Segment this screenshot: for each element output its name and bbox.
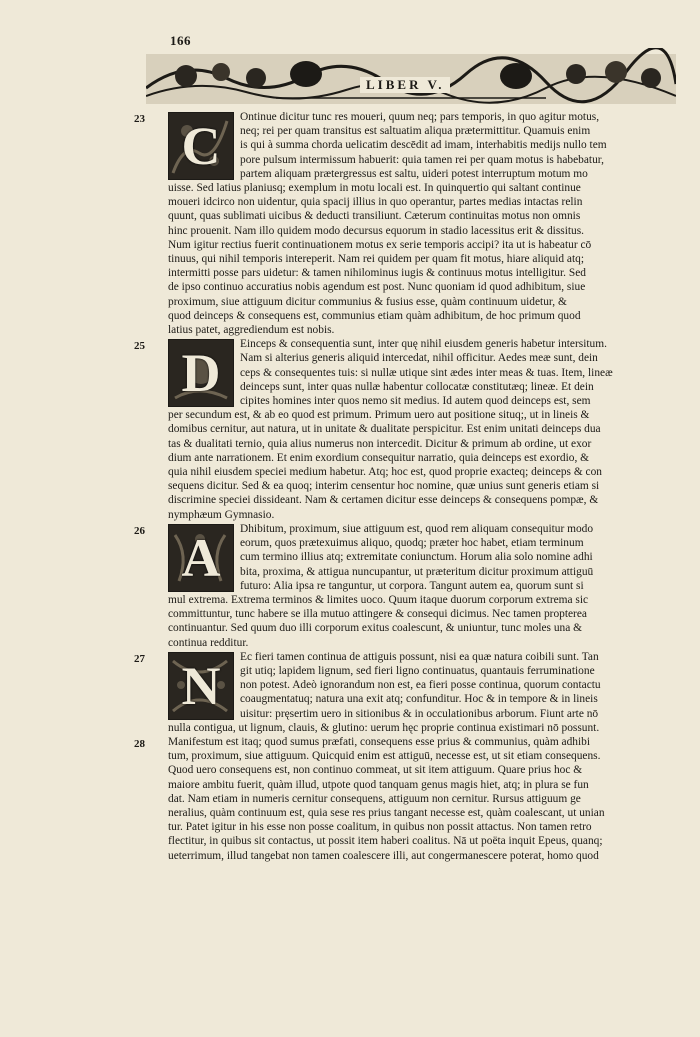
text-line: Ec fieri tamen continua de attiguis possunt, nisi ea quæ natura coibili sunt. Tan: [240, 650, 599, 663]
text-line: tum, proximum, siue attiguum. Quicquid enim est attiguū, necesse est, ut sit etiam consequens.: [168, 750, 601, 763]
text-line: futuro: Alia ipsa re tanguntur, ut corpora. Tangunt autem ea, quorum sunt si: [240, 579, 584, 592]
text-line: intermitti posse pars uidetur: & tamen nihilominus iugis & continuus motus intelligitur. Sed: [168, 267, 586, 280]
text-line: Manifestum est itaq; quod sumus præfati, consequens esse prius & communius, quàm adhibi: [168, 735, 591, 748]
text-line: committuntur, tunc habere se illa mutuo attingere & consequi dicimus. Nec tamen propterea: [168, 608, 587, 621]
initial-letter: A: [181, 527, 221, 588]
text-line: deinceps sunt, inter quas nullæ habentur collocatæ constitutæq; lineæ. Et dein: [240, 380, 594, 393]
initial-letter: D: [181, 343, 221, 404]
section-25: [134, 337, 664, 522]
text-line: tinuus, qui nihil temporis intereperit. Nam rei quidem per quam fit motus, hiare aliquid atq;: [168, 253, 584, 266]
decorated-initial-d: [168, 339, 234, 407]
decorated-initial-n: [168, 652, 234, 720]
text-line: nymphæum Gymnasio.: [168, 508, 275, 521]
text-line: de ipso continuo accuratius nobis agendum est post. Nunc quoniam id quod adhibitum, siue: [168, 281, 586, 294]
section-28: [134, 735, 664, 863]
text-line: mul extrema. Extrema terminos & limites uoco. Quum itaque duorum corporum extrema sic: [168, 593, 589, 606]
section-27: [134, 650, 664, 735]
text-line: partem aliquam prætergressus est saltu, uideri potest interruptum motum mo: [240, 167, 588, 180]
text-line: eorum, quos prætexuimus aliquo, quodq; præter hoc habet, etiam terminum: [240, 537, 584, 550]
text-line: cipites homines inter quos nemo sit medius. Id autem quod deinceps est, sem: [240, 395, 591, 408]
section-number: 23: [134, 113, 145, 125]
decorated-initial-a: [168, 524, 234, 592]
text-line: domibus cernitur, aut natura, ut in unitate & dualitate perspicitur. Est enim unitati deinceps dua: [168, 423, 601, 436]
paragraph: [168, 650, 664, 735]
text-line: bita, proxima, & attigua nuncupantur, ut præteritum dicitur proximum attiguū: [240, 565, 594, 578]
text-line: Dhibitum, proximum, siue attiguum est, quod rem aliquam consequitur modo: [240, 522, 594, 535]
paragraph: [168, 337, 664, 522]
section-number: 28: [134, 737, 145, 750]
text-line: Quod uero consequens est, non continuo commeat, ut sit item attiguum. Quare prius hoc &: [168, 764, 583, 777]
section-26: [134, 522, 664, 650]
text-line: quunt, quas sublimati uicibus & deducti transiliunt. Cæterum continuitas motus non omnis: [168, 210, 581, 223]
text-line: discrimine speciei dissideant. Nam & certamen dicitur esse deinceps & consequens pompæ, &: [168, 494, 599, 507]
text-line: uisitur: pręsertim uero in sitionibus & in occulationibus arborum. Fiunt arte nō: [240, 707, 599, 720]
text-line: Nam si alterius generis aliquid intercedat, nihil officitur. Aedes meæ sunt, dein: [240, 352, 598, 365]
text-line: pore pulsum intermissum habuerit: quia tamen rei per quam motus is habebatur,: [240, 153, 604, 166]
text-line: quod deinceps & consequens est, communius etiam quàm adhibitum, de hoc primum quod: [168, 309, 581, 322]
text-line: neralius, quàm continuum est, quia sese res prius tangant necesse est, quàm coalescant, ut unian: [168, 806, 605, 819]
text-line: quia nihil eiusdem speciei medium habetur. Atq; hoc est, quod proprie exacteq; deinceps & con: [168, 466, 602, 479]
paragraph: [168, 735, 664, 863]
page-number: 166: [170, 33, 191, 48]
text-line: maiore ambitu fuerit, quàm illud, utpote quod tanquam genus magis hiet, atq; in plura se fun: [168, 778, 589, 791]
text-line: ceps & consequentes tuis: si nullæ utique sint ædes inter meas & tuas. Item, lineæ: [240, 366, 613, 379]
decorated-initial-c: [168, 112, 234, 180]
paragraph: [168, 110, 664, 337]
section-23: [134, 110, 664, 337]
text-line: Ontinue dicitur tunc res moueri, quum neq; pars temporis, in quo agitur motus,: [240, 111, 600, 123]
text-line: dium ante narrationem. Et enim exordium consequitur narratio, quia deinceps est exordio, &: [168, 451, 590, 464]
text-line: moueri idcirco non uidentur, quia spacij illius in quo operantur, partes medias intactas relin: [168, 196, 583, 209]
text-line: ueterrimum, illud tangebat non tamen coalescere illi, aut congermanescere poterat, homo quod: [168, 849, 599, 862]
text-line: is qui à summa chorda uelicatim descēdit ad imam, interhabitis medijs nullo tem: [240, 139, 607, 152]
text-line: Einceps & consequentia sunt, inter quę nihil eiusdem generis habetur intersitum.: [240, 338, 607, 351]
text-line: latius patet, aggrediendum est nobis.: [168, 324, 335, 337]
text-line: flectitur, in quibus sit contactus, ut possit item haberi coalitus. Nā ut poëta inquit Epeus, quanq;: [168, 835, 603, 848]
body-text: [134, 110, 664, 863]
running-head: LIBER V.: [360, 77, 450, 93]
paragraph: [168, 522, 664, 650]
text-line: nulla contigua, ut lignum, clauis, & glutino: uerum hęc proprie continua existimari nō possunt.: [168, 721, 600, 734]
text-line: sequens dicitur. Sed & ea quoq; interim censentur hoc nomine, quæ unius sunt generis etiam si: [168, 480, 600, 493]
text-line: Num igitur rectius fuerit continuationem motus ex serie temporis accipi? ita ut is habeatur cō: [168, 238, 592, 251]
text-line: non potest. Adeò ignorandum non est, ea fieri posse continua, quorum contactu: [240, 679, 601, 692]
text-line: hinc prouenit. Nam illo quidem modo decursus equorum in stadio lacessitus erit & dissitus.: [168, 224, 585, 237]
section-number: 25: [134, 340, 145, 353]
section-number: 26: [134, 524, 145, 537]
text-line: continuantur. Sed quum duo illi corporum exitus coalescunt, & uniuntur, tunc moles una &: [168, 622, 582, 635]
text-line: coaugmentatuq; natura una exit atq; confunditur. Hoc & in tempore & in lineis: [240, 693, 598, 706]
text-line: uisse. Sed latius planiusq; exemplum in motu locali est. In quinquertio qui saltant continue: [168, 182, 581, 195]
initial-letter: N: [181, 655, 221, 716]
text-line: continua redditur.: [168, 636, 249, 649]
section-number: 27: [134, 652, 145, 665]
text-line: neq; rei per quam transitus est saltuatim aliqua prætermittitur. Quamuis enim: [240, 125, 591, 138]
initial-letter: C: [181, 116, 221, 176]
text-line: tas & dualitati ternio, quia alius numerus non intercedit. Dicitur & primum ab ordine, ut exor: [168, 437, 592, 450]
text-line: dat. Nam etiam in numeris cernitur consequens, attiguum non cernitur. Rursus attiguum ge: [168, 792, 581, 805]
text-line: proximum, siue attiguum dicitur communius & fusius esse, quàm continuum uidetur, &: [168, 295, 567, 308]
text-line: git utiq; lapidem lignum, sed fieri ligno continuatus, quantauis ferruminatione: [240, 664, 595, 677]
text-line: per secundum est, & ab eo quod est primum. Primum uero aut positione situq;, ut in lineis &: [168, 409, 590, 422]
text-line: cum termino illius atq; extremitate coniunctum. Horum alia solo nomine adhi: [240, 551, 593, 564]
text-line: tur. Patet igitur in his esse non posse coalitum, in quibus non possit attactus. Non tamen retro: [168, 821, 592, 834]
